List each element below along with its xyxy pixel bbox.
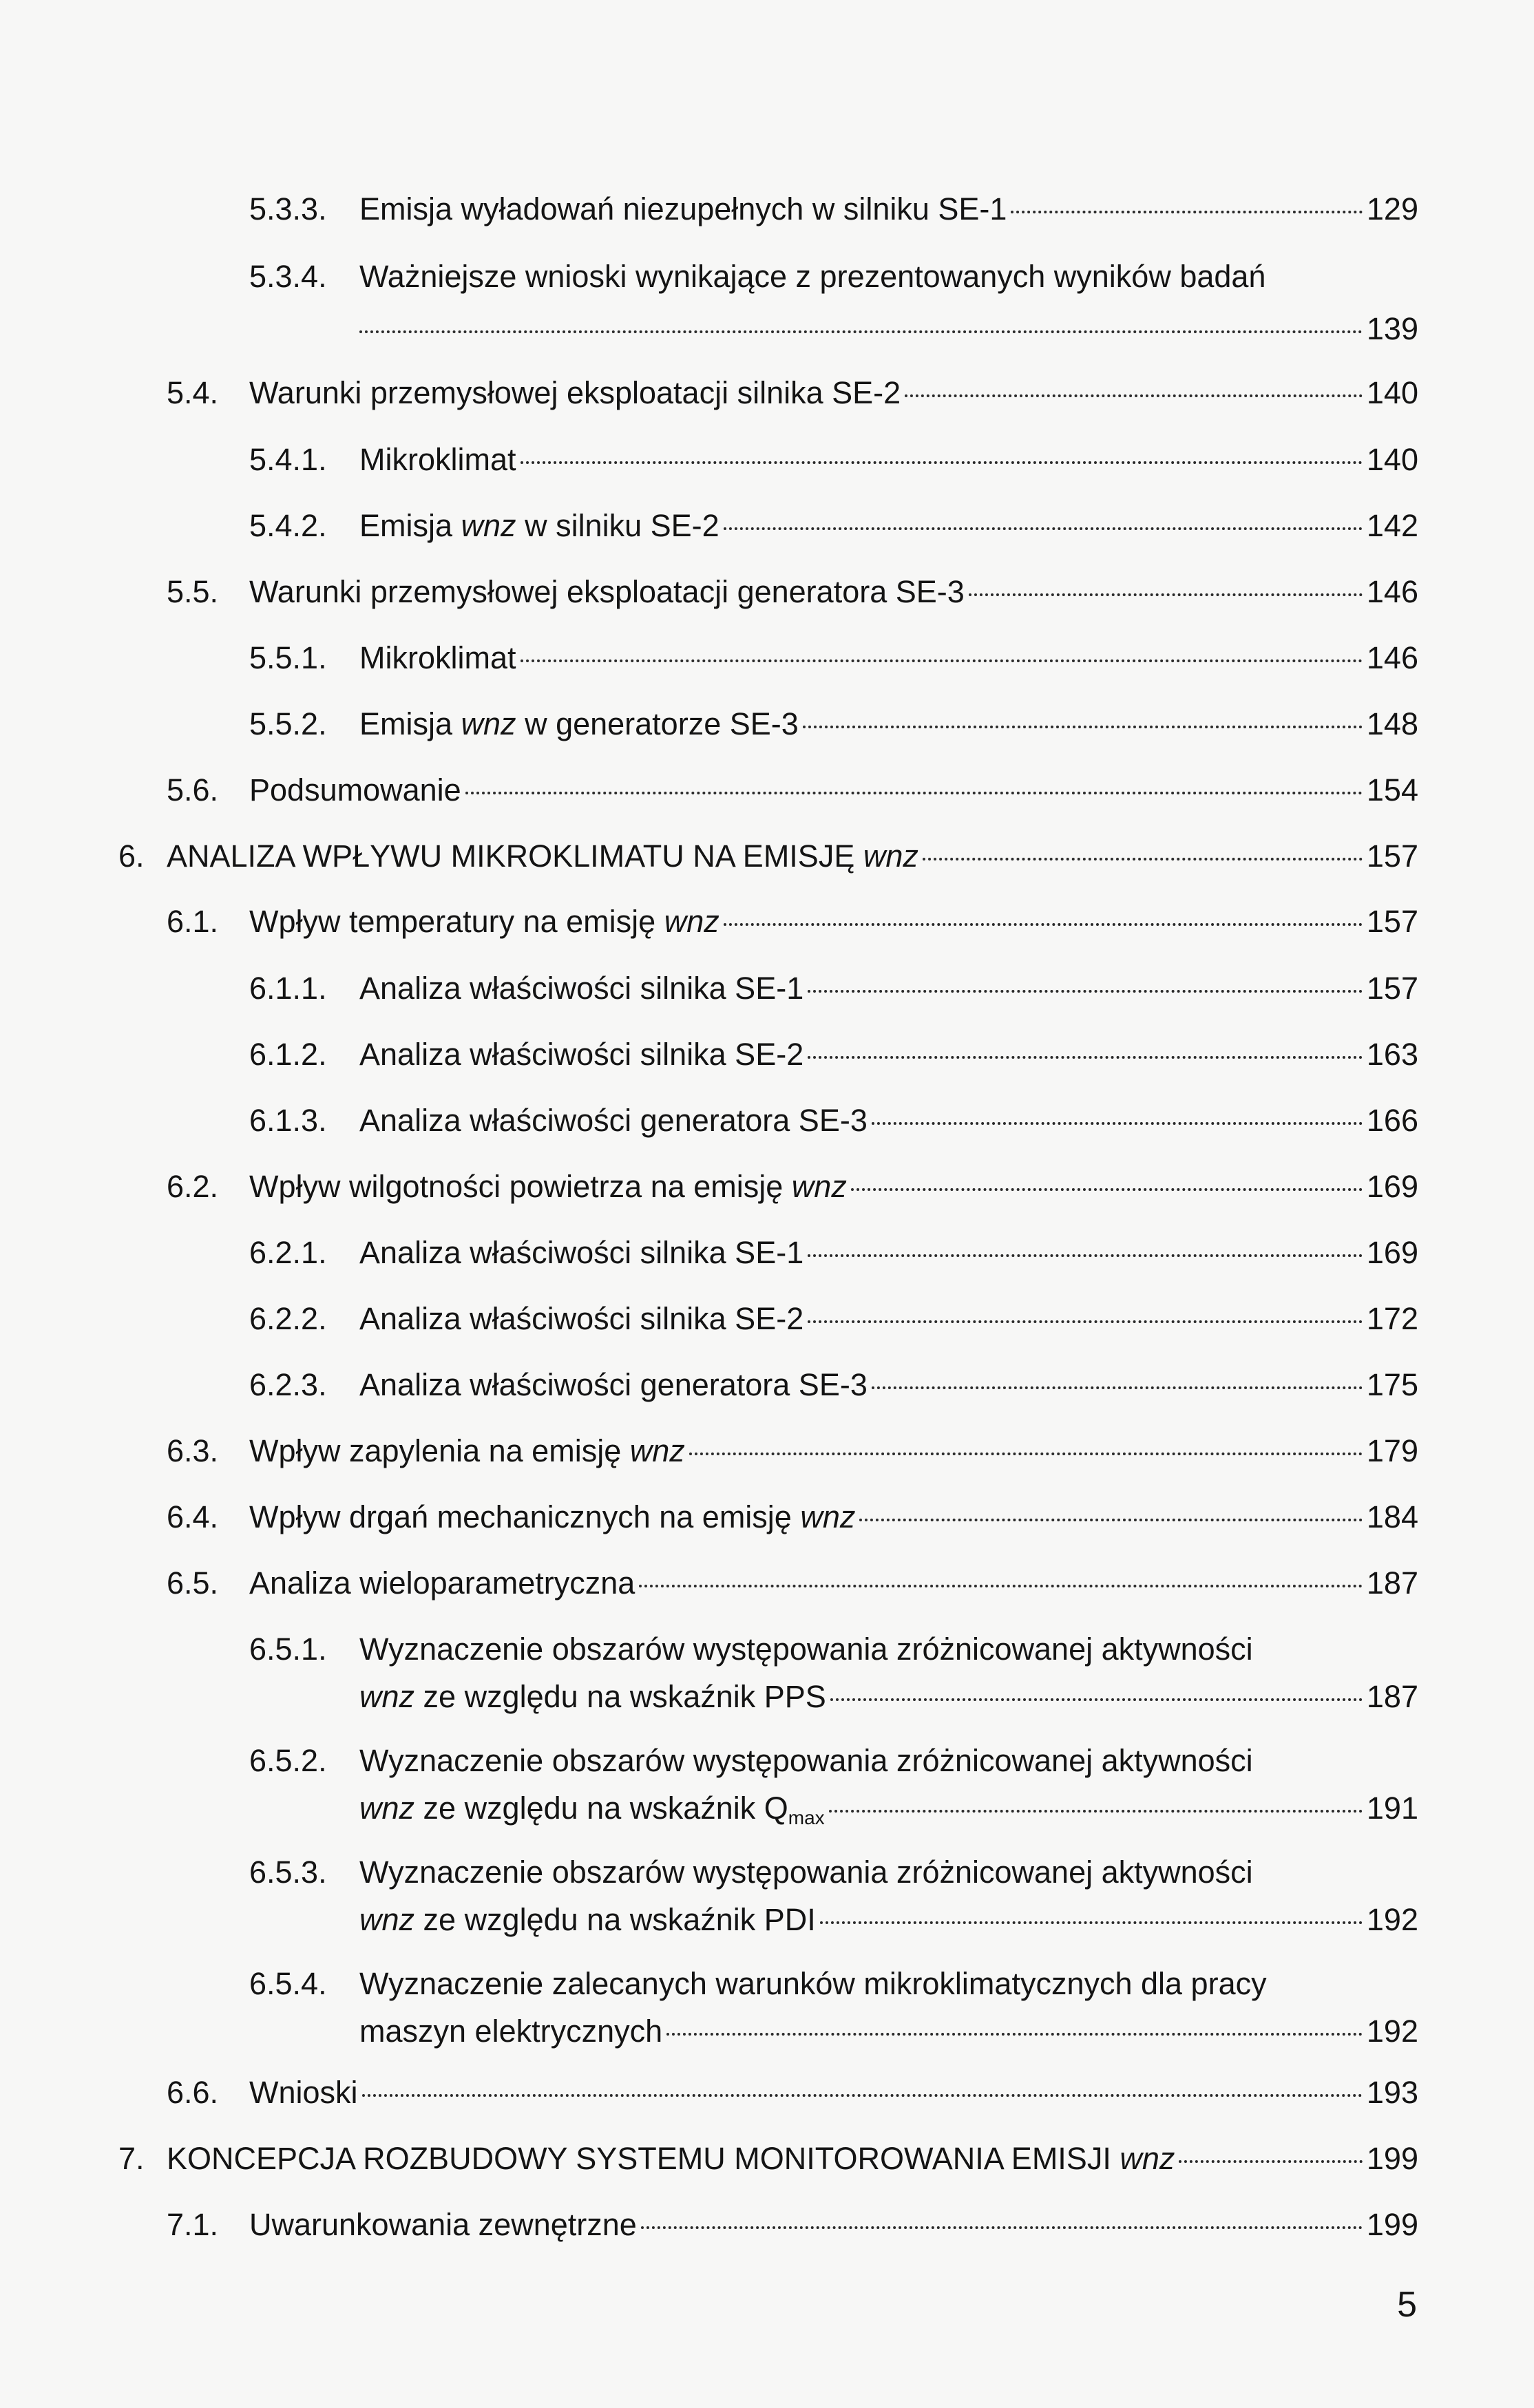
- toc-entry-5-3-3[interactable]: [249, 190, 1418, 229]
- toc-page: 129: [1366, 191, 1418, 226]
- leader-dots: [362, 2094, 1363, 2097]
- leader-dots: [969, 593, 1363, 596]
- toc-page: 175: [1366, 1367, 1418, 1402]
- leader-dots: [851, 1188, 1363, 1191]
- toc-number: 5.5.: [167, 574, 219, 609]
- leader-dots: [808, 1320, 1363, 1323]
- toc-entry-6[interactable]: [118, 837, 1418, 876]
- toc-page: 184: [1366, 1499, 1418, 1534]
- leader-dots: [872, 1386, 1363, 1389]
- toc-entry-6-2[interactable]: [167, 1168, 1418, 1206]
- toc-entry-6-4[interactable]: [167, 1498, 1418, 1536]
- toc-title: Wpływ wilgotności powietrza na emisję wnz: [249, 1169, 847, 1204]
- toc-page: 187: [1366, 1679, 1418, 1714]
- toc-number: 6.5.4.: [249, 1966, 327, 2001]
- toc-number: 6.1.3.: [249, 1103, 327, 1138]
- toc-entry-5-6[interactable]: [167, 771, 1418, 810]
- toc-entry-7-1[interactable]: [167, 2206, 1418, 2244]
- toc-page: 163: [1366, 1037, 1418, 1072]
- toc-number: 6.5.: [167, 1565, 219, 1601]
- toc-page: 146: [1366, 574, 1418, 609]
- toc-entry-6-3[interactable]: [167, 1432, 1418, 1470]
- toc-number: 6.1.1.: [249, 971, 327, 1006]
- leader-dots: [808, 1254, 1363, 1257]
- leader-dots: [724, 527, 1363, 530]
- toc-entry-5-5-2[interactable]: [249, 705, 1418, 743]
- toc-title-continued: wnz ze względu na wskaźnik $Q_{max}$: [359, 1791, 825, 1828]
- toc-title: Warunki przemysłowej eksploatacji silnika SE-2: [249, 375, 901, 410]
- toc-entry-5-4-1[interactable]: [249, 441, 1418, 479]
- toc-title: Ważniejsze wnioski wynikające z prezentowanych wyników badań: [359, 259, 1266, 294]
- toc-number: 5.5.1.: [249, 640, 327, 675]
- leader-dots: [808, 990, 1363, 993]
- toc-number: 6.5.1.: [249, 1631, 327, 1667]
- leader-dots: [803, 726, 1363, 728]
- toc-page: 193: [1366, 2075, 1418, 2110]
- toc-page: 199: [1366, 2141, 1418, 2176]
- toc-entry-6-5-4[interactable]: [249, 1965, 1418, 2051]
- toc-title: Emisja wnz w silniku SE-2: [359, 508, 719, 543]
- toc-number: 6.: [118, 838, 145, 874]
- toc-number: 5.3.4.: [249, 259, 327, 294]
- page-number: 5: [1397, 2285, 1417, 2325]
- leader-dots: [465, 792, 1363, 794]
- toc-title: Mikroklimat: [359, 640, 516, 675]
- leader-dots: [829, 1810, 1363, 1813]
- toc-number: 6.2.2.: [249, 1301, 327, 1336]
- leader-dots: [820, 1921, 1363, 1924]
- toc-page: 139: [1366, 311, 1418, 346]
- toc-title: Wpływ temperatury na emisję wnz: [249, 904, 719, 939]
- toc-entry-6-5[interactable]: [167, 1564, 1418, 1603]
- toc-page: 192: [1366, 2014, 1418, 2049]
- toc-entry-6-5-2[interactable]: [249, 1742, 1418, 1837]
- toc-page: 179: [1366, 1433, 1418, 1468]
- toc-page: 140: [1366, 442, 1418, 477]
- toc-entry-6-1[interactable]: [167, 902, 1418, 941]
- toc-number: 5.3.3.: [249, 191, 327, 226]
- toc-page: 157: [1366, 838, 1418, 874]
- toc-title: Analiza właściwości silnika SE-1: [359, 971, 804, 1006]
- toc-entry-6-2-1[interactable]: [249, 1234, 1418, 1272]
- toc-page: 148: [1366, 706, 1418, 741]
- toc-page: 146: [1366, 640, 1418, 675]
- toc-title: ANALIZA WPŁYWU MIKROKLIMATU NA EMISJĘ wnz: [167, 838, 918, 874]
- toc-number: 5.4.1.: [249, 442, 327, 477]
- toc-page: 142: [1366, 508, 1418, 543]
- toc-entry-6-6[interactable]: [167, 2073, 1418, 2112]
- toc-title: Warunki przemysłowej eksploatacji generatora SE-3: [249, 574, 965, 609]
- leader-dots: [830, 1698, 1363, 1701]
- toc-entry-7[interactable]: [118, 2140, 1418, 2178]
- toc-page: 157: [1366, 971, 1418, 1006]
- toc-number: 7.1.: [167, 2207, 219, 2242]
- toc-page: 199: [1366, 2207, 1418, 2242]
- toc-page: 172: [1366, 1301, 1418, 1336]
- toc-title-continued: maszyn elektrycznych: [359, 2014, 663, 2049]
- toc-number: 5.4.2.: [249, 508, 327, 543]
- toc-title: Wyznaczenie obszarów występowania zróżnicowanej aktywności: [359, 1631, 1253, 1667]
- toc-title-continued: wnz ze względu na wskaźnik PDI: [359, 1902, 816, 1937]
- toc-title: Analiza właściwości silnika SE-1: [359, 1235, 804, 1270]
- toc-title-continued: wnz ze względu na wskaźnik PPS: [359, 1679, 826, 1714]
- leader-dots: [359, 330, 1363, 333]
- toc-title: Emisja wyładowań niezupełnych w silniku SE-1: [359, 191, 1007, 226]
- toc-page: 187: [1366, 1565, 1418, 1601]
- toc-number: 6.2.: [167, 1169, 219, 1204]
- toc-title: Wyznaczenie obszarów występowania zróżnicowanej aktywności: [359, 1743, 1253, 1778]
- toc-title: Analiza właściwości silnika SE-2: [359, 1037, 804, 1072]
- toc-title: Uwarunkowania zewnętrzne: [249, 2207, 637, 2242]
- toc-number: 6.1.: [167, 904, 219, 939]
- toc-page: 140: [1366, 375, 1418, 410]
- toc-number: 6.2.3.: [249, 1367, 327, 1402]
- toc-page: 154: [1366, 772, 1418, 807]
- toc-title: Analiza właściwości silnika SE-2: [359, 1301, 804, 1336]
- leader-dots: [923, 858, 1363, 860]
- toc-title: Wyznaczenie obszarów występowania zróżnicowanej aktywności: [359, 1855, 1253, 1890]
- toc-number: 7.: [118, 2141, 145, 2176]
- toc-number: 6.2.1.: [249, 1235, 327, 1270]
- toc-entry-6-5-3[interactable]: [249, 1853, 1418, 1939]
- leader-dots: [641, 2226, 1363, 2229]
- toc-entry-6-1-2[interactable]: [249, 1035, 1418, 1074]
- toc-page: 191: [1366, 1791, 1418, 1826]
- leader-dots: [808, 1056, 1363, 1059]
- toc-title: Emisja wnz w generatorze SE-3: [359, 706, 799, 741]
- toc-page: 169: [1366, 1169, 1418, 1204]
- toc-title: Podsumowanie: [249, 772, 461, 807]
- toc-title: Analiza wieloparametryczna: [249, 1565, 635, 1601]
- toc-number: 6.5.3.: [249, 1855, 327, 1890]
- leader-dots: [872, 1122, 1363, 1125]
- toc-entry-5-5[interactable]: [167, 573, 1418, 611]
- toc-entry-6-2-3[interactable]: [249, 1366, 1418, 1404]
- toc-entry-6-5-1[interactable]: [249, 1630, 1418, 1716]
- toc-page: 169: [1366, 1235, 1418, 1270]
- leader-dots: [905, 394, 1363, 397]
- leader-dots: [521, 461, 1363, 464]
- toc-page: 192: [1366, 1902, 1418, 1937]
- toc-title: Mikroklimat: [359, 442, 516, 477]
- leader-dots: [724, 923, 1363, 926]
- toc-title: Wyznaczenie zalecanych warunków mikroklimatycznych dla pracy: [359, 1966, 1267, 2001]
- leader-dots: [689, 1453, 1363, 1455]
- toc-number: 6.5.2.: [249, 1743, 327, 1778]
- toc-entry-6-1-3[interactable]: [249, 1101, 1418, 1140]
- toc-number: 6.4.: [167, 1499, 219, 1534]
- toc-number: 5.6.: [167, 772, 219, 807]
- leader-dots: [1011, 211, 1362, 213]
- toc-title: Analiza właściwości generatora SE-3: [359, 1103, 868, 1138]
- toc-title: Wnioski: [249, 2075, 358, 2110]
- toc-entry-5-4[interactable]: [167, 374, 1418, 412]
- toc-entry-6-1-1[interactable]: [249, 969, 1418, 1008]
- toc-entry-5-5-1[interactable]: [249, 639, 1418, 677]
- leader-dots: [1179, 2160, 1363, 2163]
- leader-dots: [666, 2033, 1363, 2036]
- toc-title: Wpływ zapylenia na emisję wnz: [249, 1433, 685, 1468]
- toc-entry-5-3-4[interactable]: [249, 257, 1418, 348]
- toc-number: 6.1.2.: [249, 1037, 327, 1072]
- toc-number: 5.4.: [167, 375, 219, 410]
- toc-title: KONCEPCJA ROZBUDOWY SYSTEMU MONITOROWANIA EMISJI wnz: [167, 2141, 1175, 2176]
- toc-title: Analiza właściwości generatora SE-3: [359, 1367, 868, 1402]
- leader-dots: [639, 1585, 1363, 1587]
- leader-dots: [521, 659, 1363, 662]
- toc-entry-5-4-2[interactable]: [249, 507, 1418, 545]
- toc-number: 5.5.2.: [249, 706, 327, 741]
- toc-number: 6.3.: [167, 1433, 219, 1468]
- toc-page: 157: [1366, 904, 1418, 939]
- toc-entry-6-2-2[interactable]: [249, 1300, 1418, 1338]
- toc-number: 6.6.: [167, 2075, 219, 2110]
- leader-dots: [859, 1519, 1363, 1521]
- toc-title: Wpływ drgań mechanicznych na emisję wnz: [249, 1499, 856, 1534]
- toc-page: 166: [1366, 1103, 1418, 1138]
